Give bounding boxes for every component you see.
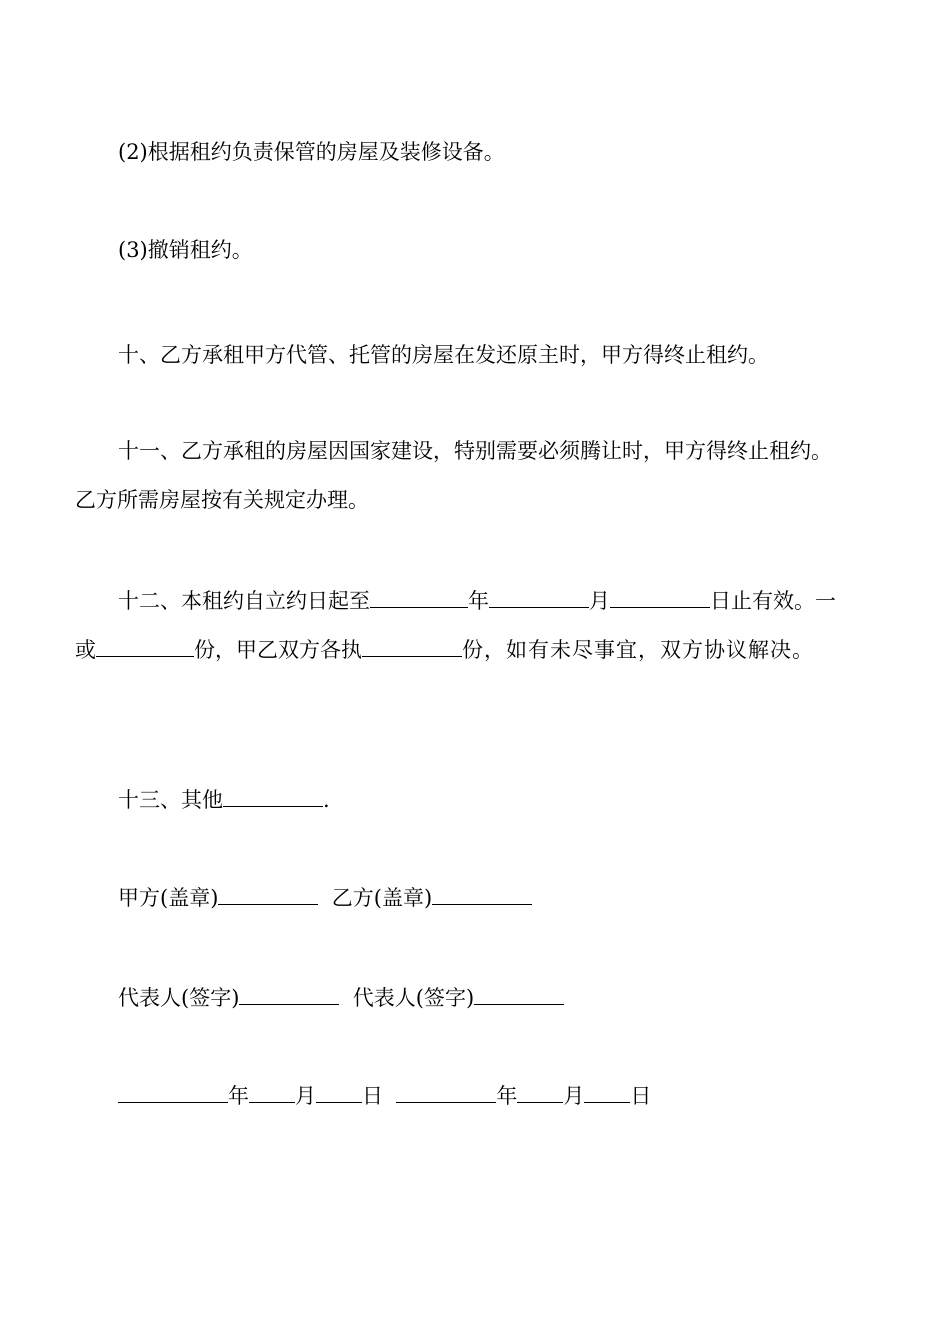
rep-a-blank xyxy=(239,986,339,1005)
rep-b-label: 代表人(签字) xyxy=(352,986,475,1010)
clause-10: 十、乙方承租甲方代管、托管的房屋在发还原主时，甲方得终止租约。 xyxy=(118,343,769,367)
party-b-seal-blank xyxy=(432,886,532,905)
date-a-month: 月 xyxy=(295,1084,316,1108)
clause-12-year: 年 xyxy=(468,589,489,613)
clause-12-month: 月 xyxy=(589,589,610,613)
date-b-month: 月 xyxy=(563,1084,585,1108)
date-a-year: 年 xyxy=(228,1084,249,1108)
party-b-seal-label: 乙方(盖章) xyxy=(331,886,433,910)
clause-12-line2-start: 或 xyxy=(75,638,96,662)
date-a-day-blank xyxy=(316,1084,362,1103)
clause-12-line-1 xyxy=(118,588,888,614)
date-a-day: 日 xyxy=(362,1084,383,1108)
total-copies-blank xyxy=(96,638,194,657)
date-b-year-blank xyxy=(396,1084,496,1103)
item-2: (2)根据租约负责保管的房屋及装修设备。 xyxy=(118,140,505,164)
clause-11-line-1: 十一、乙方承租的房屋因国家建设，特别需要必须腾让时，甲方得终止租约。 xyxy=(118,439,832,463)
clause-12-prefix: 十二、本租约自立约日起至 xyxy=(118,589,370,613)
end-month-blank xyxy=(489,589,589,608)
rep-b-blank xyxy=(474,986,564,1005)
clause-12-copies: 份，甲乙双方各执 xyxy=(194,638,362,662)
party-a-seal-blank xyxy=(218,886,318,905)
date-a-month-blank xyxy=(249,1084,295,1103)
clause-12-suffix: 日止有效。一 xyxy=(710,589,836,613)
date-b-day: 日 xyxy=(630,1084,652,1108)
party-a-seal-label: 甲方(盖章) xyxy=(118,886,219,910)
clause-13-end: . xyxy=(323,788,330,812)
end-year-blank xyxy=(370,589,468,608)
item-3: (3)撤销租约。 xyxy=(118,238,253,262)
date-line xyxy=(118,1083,888,1109)
end-day-blank xyxy=(610,589,710,608)
seal-line xyxy=(118,885,888,911)
clause-13-label: 十三、其他 xyxy=(118,788,223,812)
clause-12-line2-end: 份，如有未尽事宜，双方协议解决。 xyxy=(462,638,814,662)
date-b-day-blank xyxy=(584,1084,630,1103)
clause-13 xyxy=(118,787,888,813)
date-a-year-blank xyxy=(118,1084,228,1103)
date-b-month-blank xyxy=(517,1084,563,1103)
representative-line xyxy=(118,985,888,1011)
other-blank xyxy=(223,788,323,807)
each-copies-blank xyxy=(362,638,462,657)
date-b-year: 年 xyxy=(496,1084,518,1108)
clause-11-line-2: 乙方所需房屋按有关规定办理。 xyxy=(75,488,369,512)
clause-12-line-2 xyxy=(75,637,885,663)
rep-a-label: 代表人(签字) xyxy=(118,986,240,1010)
